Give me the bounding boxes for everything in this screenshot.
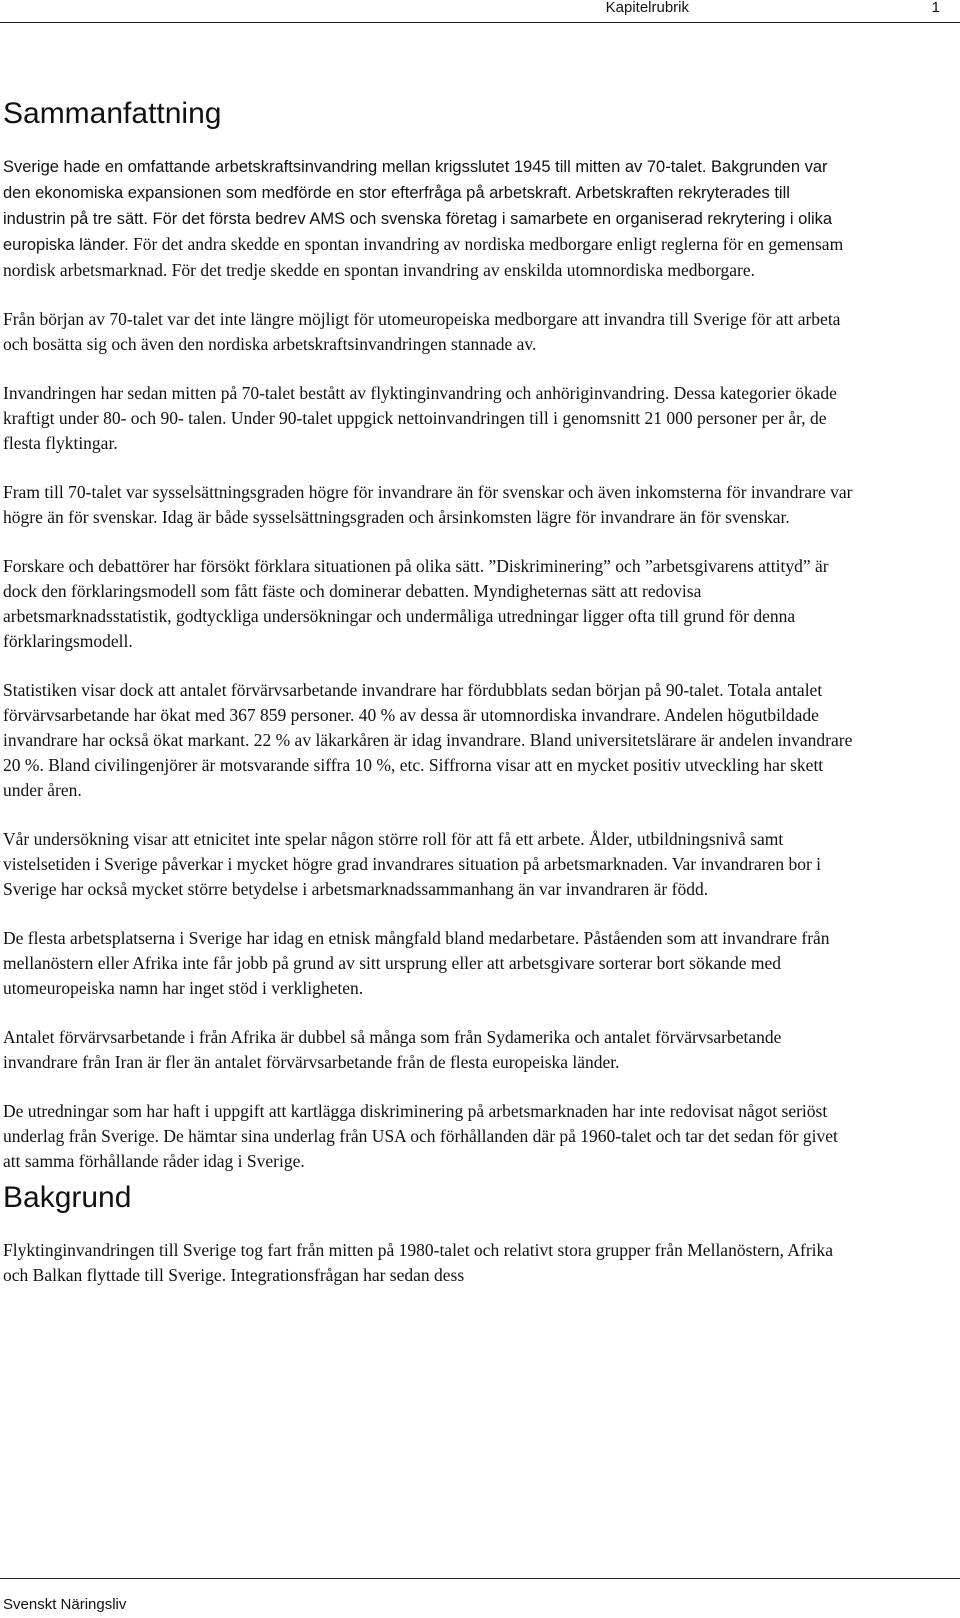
paragraph: Från början av 70-talet var det inte längre möjligt för utomeuropeiska medborgare att invandra till Sverige för att arbeta och bosätta sig och även den nordiska arbetskraftsinvandringen stannade av. xyxy=(3,309,841,354)
intro-paragraph xyxy=(3,154,853,283)
section-heading-bakgrund: Bakgrund xyxy=(3,1181,132,1214)
footer-divider xyxy=(0,1578,960,1579)
section-heading-sammanfattning: Sammanfattning xyxy=(3,97,222,130)
running-header-title: Kapitelrubrik xyxy=(605,0,689,16)
paragraph: Forskare och debattörer har försökt förklara situationen på olika sätt. ”Diskriminering” och ”arbetsgivarens attityd” är dock den förklaringsmodell som fått fäste och dominerar debatten. Myndigheternas sätt att redovisa arbetsmarknadsstatistik, godtyckliga undersökningar och undermåliga utredningar ligger ofta till grund för denna förklaringsmodell. xyxy=(3,556,829,651)
paragraph: Antalet förvärvsarbetande i från Afrika är dubbel så många som från Sydamerika och antalet förvärvsarbetande invandrare från Iran är fler än antalet förvärvsarbetande från de flesta europeiska länder. xyxy=(3,1027,782,1072)
page-number: 1 xyxy=(931,0,940,16)
paragraph: Vår undersökning visar att etnicitet inte spelar någon större roll för att få ett arbete. Ålder, utbildningsnivå samt vistelsetiden i Sverige påverkar i mycket högre grad invandrares situation på arbetsmarknaden. Var invandraren bor i Sverige har också mycket större betydelse i arbetsmarknadssammanhang än var invandraren är född. xyxy=(3,829,822,899)
page-footer xyxy=(0,1558,960,1618)
intro-serif-text: För det andra skedde en spontan invandring av nordiska medborgare enligt reglerna för en gemensam nordisk arbetsmarknad. För det tredje skedde en spontan invandring av enskilda utomnordiska medborgare. xyxy=(3,234,844,280)
footer-organization: Svenskt Näringsliv xyxy=(3,1596,127,1613)
paragraph: Statistiken visar dock att antalet förvärvsarbetande invandrare har fördubblats sedan början på 90-talet. Totala antalet förvärvsarbetande har ökat med 367 859 personer. 40 % av dessa är utomnordiska invandrare. Andelen högutbildade invandrare har också ökat markant. 22 % av läkarkåren är idag invandrare. Bland universitetslärare är andelen invandrare 20 %. Bland civilingenjörer är motsvarande siffra 10 %, etc. Siffrorna visar att en mycket positiv utveckling har skett under åren. xyxy=(3,680,853,800)
intro-sans-text: Sverige hade en omfattande arbetskraftsinvandring mellan krigsslutet 1945 till mitten av 70-talet. Bakgrunden var den ekonomiska expansionen som medförde en stor efterfråga på arbetskraft. Arbetskraften rekryterades till industrin på tre sätt. För det första bedrev AMS och svenska företag i samarbete en organiserad rekrytering i olika europiska länder. xyxy=(3,158,833,254)
paragraph: Fram till 70-talet var sysselsättningsgraden högre för invandrare än för svenskar och även inkomsterna för invandrare var högre än för svenskar. Idag är både sysselsättningsgraden och årsinkomsten lägre för invandrare än för svenskar. xyxy=(3,482,853,527)
paragraph: De flesta arbetsplatserna i Sverige har idag en etnisk mångfald bland medarbetare. Påståenden som att invandrare från mellanöstern eller Afrika inte får jobb på grund av sitt ursprung eller att arbetsgivare sorterar bort sökande med utomeuropeiska namn har inget stöd i verkligheten. xyxy=(3,928,830,998)
document-body xyxy=(3,96,853,1288)
paragraph: Flyktinginvandringen till Sverige tog fart från mitten på 1980-talet och relativt stora grupper från Mellanöstern, Afrika och Balkan flyttade till Sverige. Integrationsfrågan har sedan dess xyxy=(3,1240,834,1285)
paragraph: De utredningar som har haft i uppgift att kartlägga diskriminering på arbetsmarknaden har inte redovisat något seriöst underlag från Sverige. De hämtar sina underlag från USA och förhållanden där på 1960-talet och tar det sedan för givet att samma förhållande råder idag i Sverige. xyxy=(3,1101,838,1171)
page-header xyxy=(0,0,960,23)
paragraph: Invandringen har sedan mitten på 70-talet bestått av flyktinginvandring och anhöriginvandring. Dessa kategorier ökade kraftigt under 80- och 90- talen. Under 90-talet uppgick nettoinvandringen till i genomsnitt 21 000 personer per år, de flesta flyktingar. xyxy=(3,383,837,453)
